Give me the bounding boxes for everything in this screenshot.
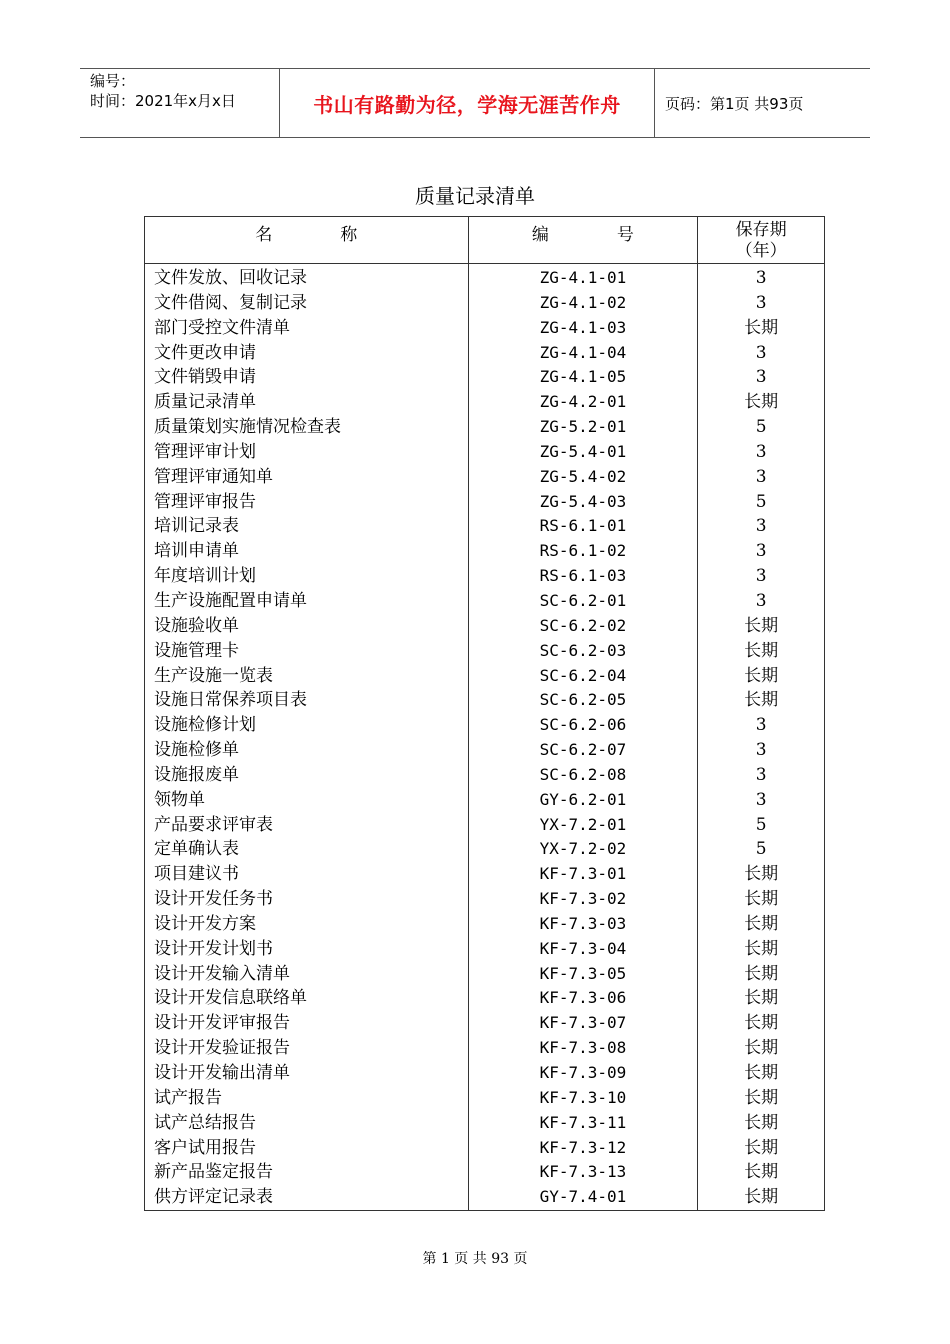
record-retention: 3: [698, 589, 825, 614]
table-row: [145, 788, 825, 813]
record-code: RS-6.1-01: [468, 514, 698, 539]
header-retention: [698, 217, 825, 264]
record-retention: 3: [698, 291, 825, 316]
table-row: [145, 316, 825, 341]
record-code: SC-6.2-03: [468, 639, 698, 664]
record-code: KF-7.3-08: [468, 1036, 698, 1061]
record-name: 试产总结报告: [145, 1111, 469, 1136]
record-name: 设施检修单: [145, 738, 469, 763]
table-row: [145, 440, 825, 465]
record-name: 设施检修计划: [145, 713, 469, 738]
record-code: KF-7.3-04: [468, 937, 698, 962]
table-row: [145, 1011, 825, 1036]
header-retention-line2: （年）: [735, 241, 787, 261]
record-code: KF-7.3-13: [468, 1160, 698, 1185]
record-code: ZG-5.4-03: [468, 490, 698, 515]
table-row: [145, 738, 825, 763]
records-table: [144, 216, 825, 1211]
record-name: 设施管理卡: [145, 639, 469, 664]
record-retention: 3: [698, 341, 825, 366]
record-code: KF-7.3-06: [468, 986, 698, 1011]
record-retention: 长期: [698, 912, 825, 937]
record-name: 培训记录表: [145, 514, 469, 539]
record-name: 设计开发输出清单: [145, 1061, 469, 1086]
table-row: [145, 862, 825, 887]
record-retention: 5: [698, 415, 825, 440]
record-retention: 长期: [698, 1036, 825, 1061]
record-retention: 长期: [698, 1136, 825, 1161]
table-row: [145, 962, 825, 987]
table-row: [145, 564, 825, 589]
record-retention: 长期: [698, 1086, 825, 1111]
table-row: [145, 589, 825, 614]
record-code: GY-7.4-01: [468, 1185, 698, 1210]
record-code: SC-6.2-04: [468, 664, 698, 689]
record-code: ZG-5.4-01: [468, 440, 698, 465]
record-retention: 长期: [698, 1061, 825, 1086]
table-row: [145, 614, 825, 639]
record-code: ZG-4.1-05: [468, 365, 698, 390]
record-code: ZG-5.2-01: [468, 415, 698, 440]
record-name: 设施验收单: [145, 614, 469, 639]
record-name: 文件更改申请: [145, 341, 469, 366]
record-retention: 长期: [698, 316, 825, 341]
table-row: [145, 639, 825, 664]
header-retention-line1: 保存期: [735, 220, 787, 240]
record-code: SC-6.2-07: [468, 738, 698, 763]
record-code: ZG-5.4-02: [468, 465, 698, 490]
header-meta: [80, 69, 280, 137]
record-code: RS-6.1-02: [468, 539, 698, 564]
record-name: 文件销毁申请: [145, 365, 469, 390]
table-row: [145, 390, 825, 415]
record-name: 质量记录清单: [145, 390, 469, 415]
record-retention: 长期: [698, 862, 825, 887]
record-retention: 长期: [698, 986, 825, 1011]
record-retention: 3: [698, 465, 825, 490]
record-retention: 3: [698, 539, 825, 564]
table-row: [145, 713, 825, 738]
table-row: [145, 341, 825, 366]
record-code: SC-6.2-05: [468, 688, 698, 713]
table-row: [145, 514, 825, 539]
record-retention: 3: [698, 788, 825, 813]
record-code: KF-7.3-02: [468, 887, 698, 912]
record-name: 设计开发验证报告: [145, 1036, 469, 1061]
record-name: 生产设施配置申请单: [145, 589, 469, 614]
header-number: 编号：: [90, 72, 136, 90]
record-retention: 长期: [698, 1011, 825, 1036]
record-name: 设计开发计划书: [145, 937, 469, 962]
table-row: [145, 664, 825, 689]
record-retention: 3: [698, 440, 825, 465]
table-row: [145, 291, 825, 316]
record-code: ZG-4.2-01: [468, 390, 698, 415]
record-code: ZG-4.1-04: [468, 341, 698, 366]
record-name: 客户试用报告: [145, 1136, 469, 1161]
record-name: 设计开发信息联络单: [145, 986, 469, 1011]
table-row: [145, 813, 825, 838]
record-name: 供方评定记录表: [145, 1185, 469, 1210]
record-code: KF-7.3-01: [468, 862, 698, 887]
table-row: [145, 912, 825, 937]
record-name: 设施报废单: [145, 763, 469, 788]
record-code: YX-7.2-01: [468, 813, 698, 838]
table-row: [145, 837, 825, 862]
table-row: [145, 264, 825, 291]
record-name: 培训申请单: [145, 539, 469, 564]
record-code: SC-6.2-01: [468, 589, 698, 614]
table-row: [145, 415, 825, 440]
record-code: SC-6.2-02: [468, 614, 698, 639]
record-retention: 3: [698, 564, 825, 589]
table-row: [145, 490, 825, 515]
record-retention: 长期: [698, 639, 825, 664]
record-retention: 长期: [698, 1185, 825, 1210]
table-row: [145, 1185, 825, 1210]
header-page-number: 页码：第1页 共93页: [665, 94, 804, 113]
record-retention: 长期: [698, 614, 825, 639]
record-code: SC-6.2-06: [468, 713, 698, 738]
record-name: 定单确认表: [145, 837, 469, 862]
record-name: 新产品鉴定报告: [145, 1160, 469, 1185]
record-code: GY-6.2-01: [468, 788, 698, 813]
record-retention: 3: [698, 514, 825, 539]
table-row: [145, 1136, 825, 1161]
table-row: [145, 763, 825, 788]
record-name: 年度培训计划: [145, 564, 469, 589]
record-name: 管理评审通知单: [145, 465, 469, 490]
record-retention: 5: [698, 837, 825, 862]
record-name: 文件发放、回收记录: [145, 264, 469, 291]
record-code: KF-7.3-07: [468, 1011, 698, 1036]
record-retention: 5: [698, 490, 825, 515]
record-retention: 3: [698, 264, 825, 291]
record-name: 试产报告: [145, 1086, 469, 1111]
header-name: 名 称: [145, 217, 469, 264]
record-code: ZG-4.1-02: [468, 291, 698, 316]
record-retention: 3: [698, 365, 825, 390]
table-row: [145, 986, 825, 1011]
record-name: 文件借阅、复制记录: [145, 291, 469, 316]
table-row: [145, 1086, 825, 1111]
table-row: [145, 365, 825, 390]
header-motto: 书山有路勤为径，学海无涯苦作舟: [280, 69, 655, 137]
table-row: [145, 465, 825, 490]
record-code: RS-6.1-03: [468, 564, 698, 589]
record-name: 质量策划实施情况检查表: [145, 415, 469, 440]
table-row: [145, 887, 825, 912]
record-code: KF-7.3-10: [468, 1086, 698, 1111]
table-row: [145, 1160, 825, 1185]
record-name: 设计开发任务书: [145, 887, 469, 912]
table-row: [145, 539, 825, 564]
record-code: SC-6.2-08: [468, 763, 698, 788]
record-retention: 3: [698, 713, 825, 738]
record-name: 管理评审计划: [145, 440, 469, 465]
table-row: [145, 688, 825, 713]
record-retention: 长期: [698, 962, 825, 987]
record-name: 设计开发评审报告: [145, 1011, 469, 1036]
record-retention: 3: [698, 738, 825, 763]
record-name: 设计开发输入清单: [145, 962, 469, 987]
table-header-row: [145, 217, 825, 264]
record-code: ZG-4.1-01: [468, 264, 698, 291]
record-code: YX-7.2-02: [468, 837, 698, 862]
record-code: KF-7.3-12: [468, 1136, 698, 1161]
record-code: KF-7.3-11: [468, 1111, 698, 1136]
table-row: [145, 937, 825, 962]
record-retention: 长期: [698, 887, 825, 912]
record-name: 项目建议书: [145, 862, 469, 887]
record-name: 设计开发方案: [145, 912, 469, 937]
record-retention: 3: [698, 763, 825, 788]
record-code: KF-7.3-09: [468, 1061, 698, 1086]
record-retention: 长期: [698, 1160, 825, 1185]
record-code: ZG-4.1-03: [468, 316, 698, 341]
record-name: 管理评审报告: [145, 490, 469, 515]
table-row: [145, 1036, 825, 1061]
page-header: [80, 68, 870, 138]
record-name: 产品要求评审表: [145, 813, 469, 838]
record-retention: 长期: [698, 664, 825, 689]
record-retention: 长期: [698, 937, 825, 962]
header-code: 编 号: [468, 217, 698, 264]
record-name: 生产设施一览表: [145, 664, 469, 689]
record-code: KF-7.3-05: [468, 962, 698, 987]
header-time: 时间：2021年x月x日: [90, 92, 236, 110]
record-retention: 长期: [698, 1111, 825, 1136]
record-code: KF-7.3-03: [468, 912, 698, 937]
page-footer: 第 1 页 共 93 页: [422, 1251, 528, 1267]
document-title: 质量记录清单: [415, 184, 535, 208]
record-name: 领物单: [145, 788, 469, 813]
record-name: 设施日常保养项目表: [145, 688, 469, 713]
table-row: [145, 1111, 825, 1136]
record-retention: 5: [698, 813, 825, 838]
record-retention: 长期: [698, 390, 825, 415]
record-name: 部门受控文件清单: [145, 316, 469, 341]
table-row: [145, 1061, 825, 1086]
record-retention: 长期: [698, 688, 825, 713]
